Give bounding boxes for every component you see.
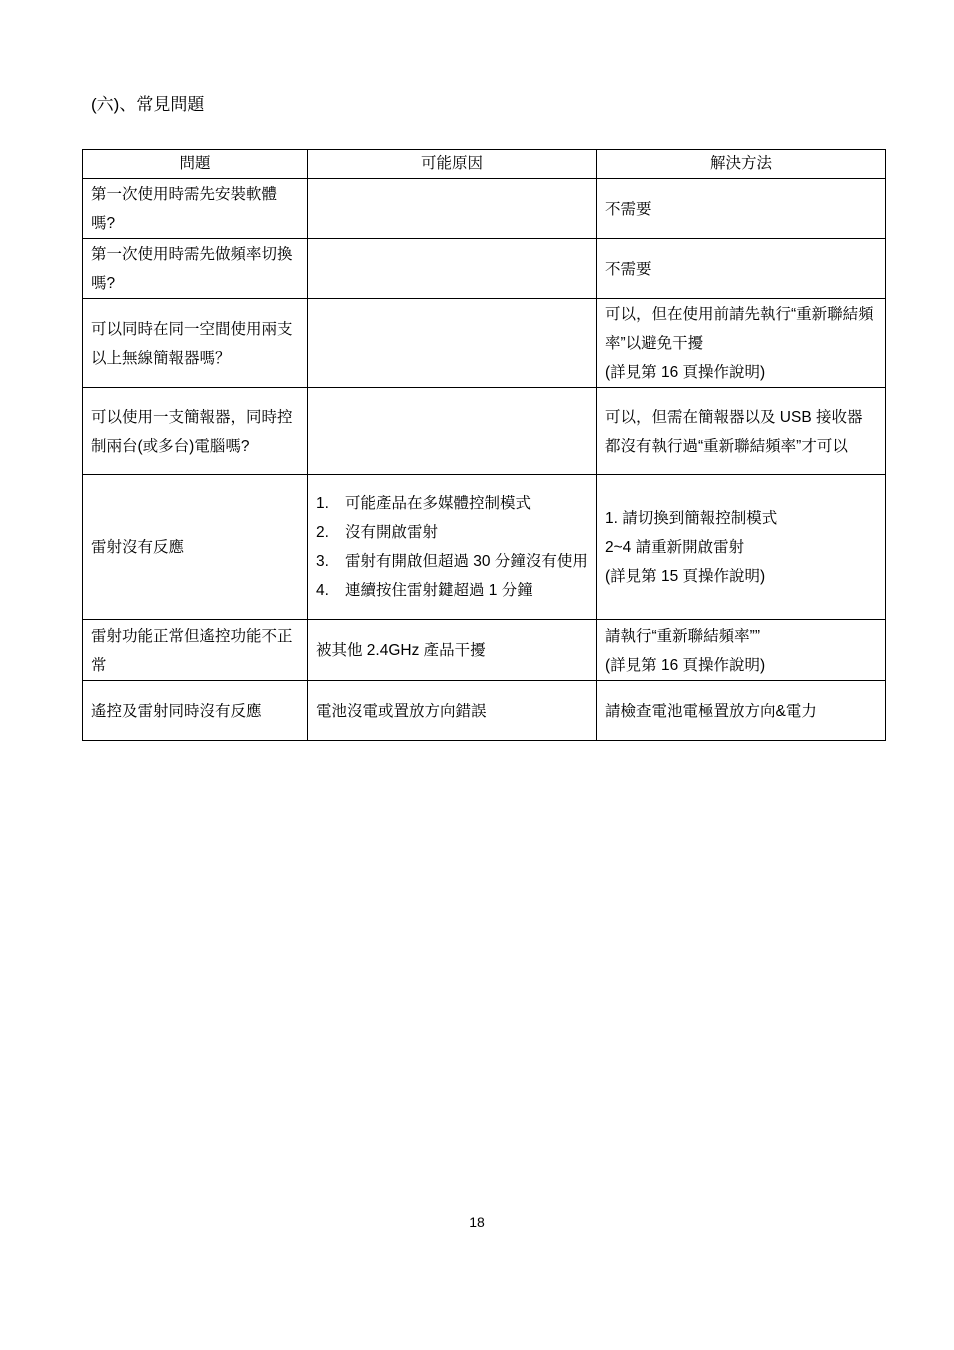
table-row	[83, 388, 886, 475]
cause-text: 被其他 2.4GHz 產品干擾	[316, 642, 486, 659]
question-cell	[83, 299, 308, 388]
question-text: 可以同時在同一空間使用兩支以上無線簡報器嗎？	[91, 320, 293, 367]
cause-cell	[308, 475, 597, 620]
question-text: 雷射功能正常但遙控功能不正常	[91, 627, 293, 674]
list-item	[316, 489, 590, 518]
solution-text: 可以，但需在簡報器以及 USB 接收器都沒有執行過“重新聯結頻率”才可以	[605, 408, 863, 455]
solution-cell	[597, 388, 886, 475]
solution-text: 不需要	[605, 200, 652, 218]
solution-text: 可以，但在使用前請先執行“重新聯結頻率”以避免干擾 (詳見第 16 頁操作說明)	[605, 306, 874, 381]
question-text: 遙控及雷射同時沒有反應	[91, 702, 262, 720]
faq-table	[82, 149, 886, 741]
header-solution: 解決方法	[597, 150, 886, 179]
list-item-text: 可能產品在多媒體控制模式	[345, 495, 532, 512]
table-header-row	[83, 150, 886, 179]
table-row	[83, 239, 886, 299]
cause-text	[308, 208, 596, 209]
solution-text: 請執行“重新聯結頻率”” (詳見第 16 頁操作說明)	[605, 627, 766, 674]
table-row	[83, 179, 886, 239]
list-item-text: 連續按住雷射鍵超過 1 分鐘	[345, 582, 533, 599]
question-cell	[83, 620, 308, 681]
solution-cell	[597, 179, 886, 239]
question-cell	[83, 681, 308, 741]
solution-cell	[597, 299, 886, 388]
header-question: 問題	[83, 150, 308, 179]
cause-cell	[308, 239, 597, 299]
solution-cell	[597, 681, 886, 741]
question-text: 可以使用一支簡報器，同時控制兩台(或多台)電腦嗎?	[91, 408, 293, 455]
question-text: 第一次使用時需先安裝軟體嗎?	[91, 186, 278, 232]
table-row	[83, 681, 886, 741]
question-cell	[83, 239, 308, 299]
solution-cell	[597, 620, 886, 681]
list-item-number: 1.	[316, 495, 329, 512]
cause-text	[308, 431, 596, 432]
cause-list	[308, 489, 596, 605]
page-number: 18	[469, 1214, 485, 1230]
solution-text: 不需要	[605, 260, 652, 278]
header-cause: 可能原因	[308, 150, 597, 179]
question-cell	[83, 179, 308, 239]
cause-text	[308, 343, 596, 344]
table-row	[83, 475, 886, 620]
list-item-number: 4.	[316, 582, 329, 599]
list-item	[316, 547, 590, 576]
question-cell	[83, 388, 308, 475]
solution-text: 1. 請切換到簡報控制模式 2~4 請重新開啟雷射 (詳見第 15 頁操作說明)	[605, 510, 778, 585]
solution-text: 請檢查電池電極置放方向&電力	[605, 702, 817, 720]
section-title: (六)、常見問題	[91, 95, 205, 114]
cause-cell	[308, 681, 597, 741]
cause-text	[308, 268, 596, 269]
list-item	[316, 576, 590, 605]
table-row	[83, 620, 886, 681]
cause-cell	[308, 620, 597, 681]
question-cell	[83, 475, 308, 620]
cause-cell	[308, 179, 597, 239]
question-text: 第一次使用時需先做頻率切換嗎?	[91, 246, 293, 292]
solution-cell	[597, 239, 886, 299]
table-row	[83, 299, 886, 388]
cause-cell	[308, 388, 597, 475]
list-item-text: 沒有開啟雷射	[345, 524, 439, 541]
cause-text: 電池沒電或置放方向錯誤	[316, 702, 487, 720]
cause-cell	[308, 299, 597, 388]
list-item-text: 雷射有開啟但超過 30 分鐘沒有使用	[345, 553, 588, 570]
list-item-number: 3.	[316, 553, 329, 570]
solution-cell	[597, 475, 886, 620]
list-item	[316, 518, 590, 547]
list-item-number: 2.	[316, 524, 329, 541]
question-text: 雷射沒有反應	[91, 539, 185, 556]
